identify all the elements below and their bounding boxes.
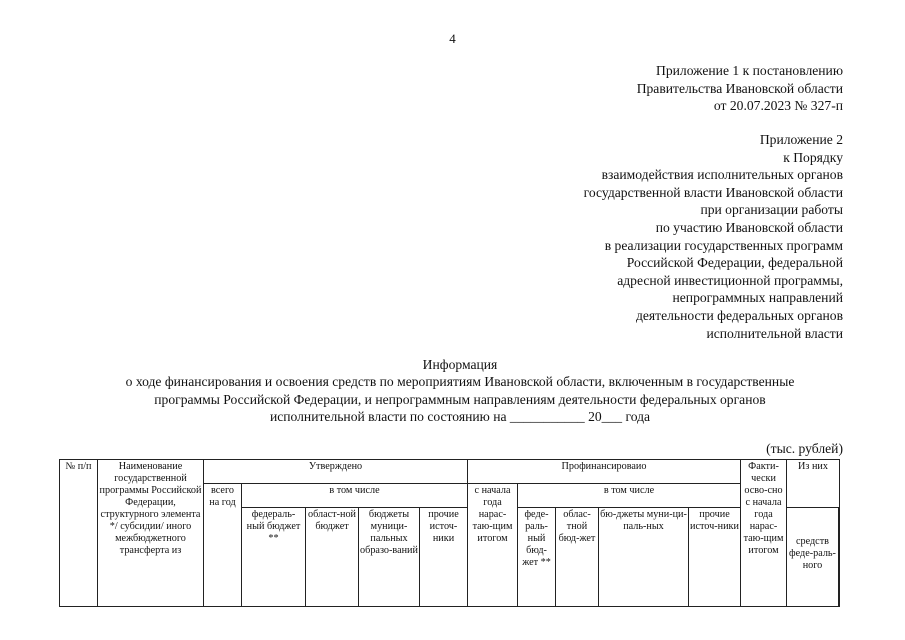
page-number: 4 — [449, 31, 456, 46]
header-name: Наименование государственной программы Российской Федерации, структурного элемента */ субсидии/ иного межбюджетного трансферта из — [98, 460, 204, 607]
appendix-2-line: деятельности федеральных органов — [635, 307, 843, 323]
header-of-them-regional — [839, 508, 840, 607]
header-num: № п/п — [60, 460, 98, 607]
header-approved-municipal: бюджеты муници-пальных образо-ваний — [359, 508, 420, 607]
header-financed-incl: в том числе — [518, 484, 741, 508]
header-approved-regional: област-ной бюджет — [306, 508, 359, 607]
header-approved-federal: федераль-ный бюджет ** — [242, 508, 306, 607]
header-financed: Профинансироваио — [468, 460, 741, 484]
title-heading: Информация — [422, 357, 498, 372]
units-label: (тыс. рублей) — [766, 441, 843, 456]
header-financed-other: прочие источ-ники — [689, 508, 741, 607]
appendix-2-line: по участию Ивановской области — [655, 219, 843, 235]
header-financed-since: с начала года нарас-таю-щим итогом — [468, 484, 518, 607]
appendix-2-line: государственной власти Ивановской области — [583, 184, 843, 200]
header-financed-federal: феде-раль-ный бюд-жет ** — [518, 508, 556, 607]
header-financed-regional: облас-тной бюд-жет — [556, 508, 599, 607]
financing-table — [59, 459, 840, 607]
appendix-1-line: Приложение 1 к постановлению — [656, 63, 843, 78]
appendix-1-line: Правительства Ивановской области — [636, 80, 843, 96]
appendix-1-header — [637, 62, 843, 115]
document-title — [40, 356, 880, 426]
appendix-2-line: Российской Федерации, федеральной — [626, 255, 843, 271]
header-of-them-federal: средств феде-раль-ного — [787, 508, 839, 607]
appendix-2-line: адресной инвестиционной программы, — [617, 272, 843, 288]
header-approved: Утверждено — [204, 460, 468, 484]
appendix-2-line: при организации работы — [700, 202, 843, 218]
header-approved-total: всего на год — [204, 484, 242, 607]
appendix-2-line: Приложение 2 — [759, 132, 843, 147]
title-line: исполнительной власти по состоянию на ___________ 20___ года — [269, 409, 651, 425]
appendix-2-line: взаимодействия исполнительных органов — [601, 167, 843, 183]
header-approved-other: прочие источ-ники — [420, 508, 468, 607]
appendix-2-line: к Порядку — [783, 149, 843, 165]
header-approved-incl: в том числе — [242, 484, 468, 508]
header-of-them: Из них — [787, 460, 840, 508]
appendix-2-line: непрограммных направлений — [672, 290, 843, 306]
appendix-2-header — [584, 131, 843, 342]
header-financed-municipal: бю-джеты муни-ци-паль-ных — [599, 508, 689, 607]
header-actual: Факти-чески осво-сно с начала года нарас-таю-щим итогом — [741, 460, 787, 607]
appendix-2-line: исполнительной власти — [706, 325, 843, 341]
appendix-1-line: от 20.07.2023 № 327-п — [713, 98, 843, 114]
appendix-2-line: в реализации государственных программ — [604, 237, 843, 253]
title-line: программы Российской Федерации, и непрограммным направлениям деятельности федеральных органов — [154, 391, 766, 407]
title-line: о ходе финансирования и освоения средств по мероприятиям Ивановской области, включенным в государственные — [125, 374, 795, 390]
